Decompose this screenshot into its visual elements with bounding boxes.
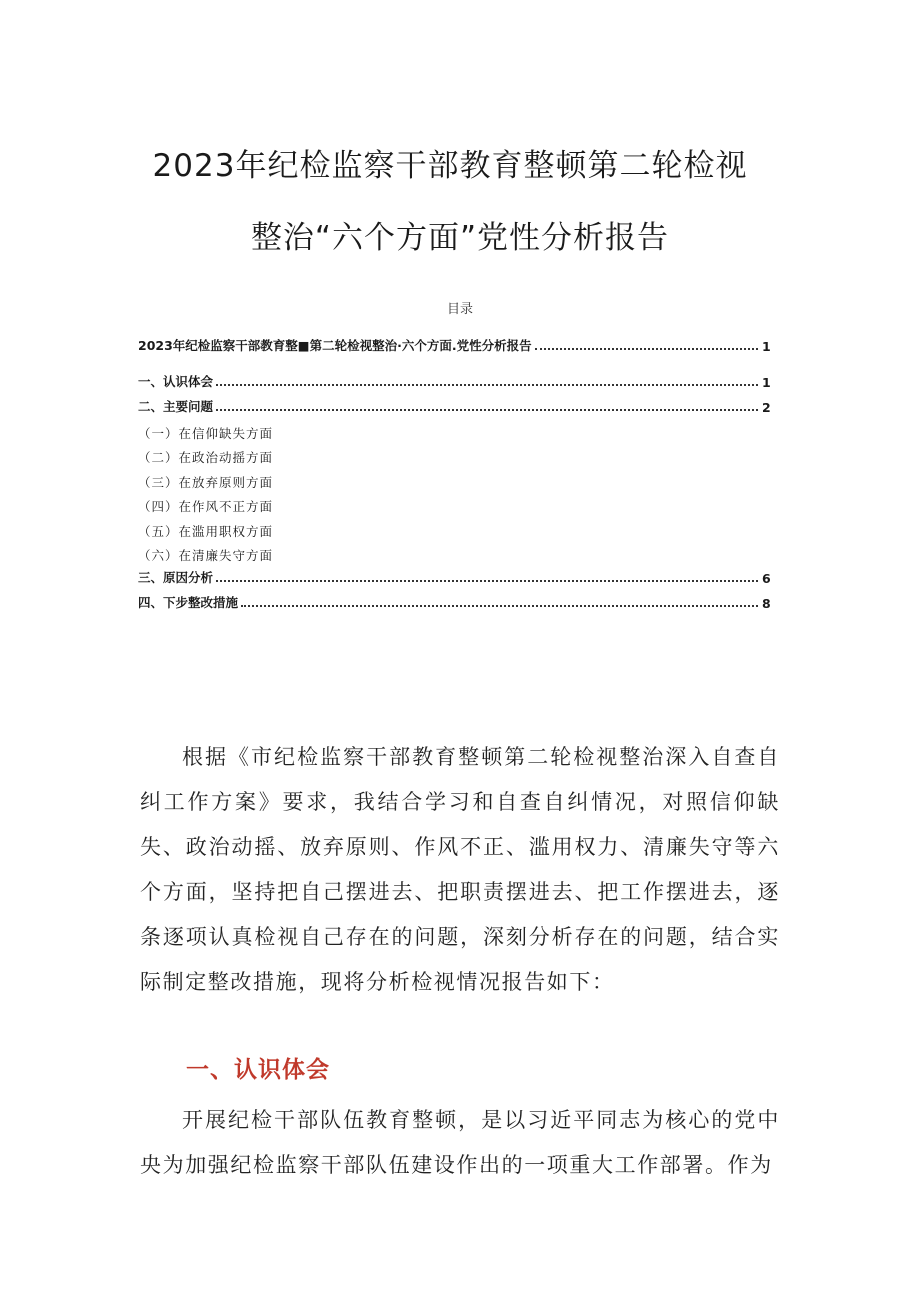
- section-1-paragraph: [140, 1098, 780, 1188]
- toc-leader-dots: [241, 604, 758, 607]
- toc-entry-label: 三、原因分析: [138, 570, 214, 585]
- toc-subentry-1[interactable]: （一）在信仰缺失方面: [138, 426, 274, 441]
- toc-leader-dots: [216, 408, 758, 411]
- section-1-paragraph-text: 开展纪检干部队伍教育整顿，是以习近平同志为核心的党中央为加强纪检监察干部队伍建设作出的一项重大工作部署。作为: [140, 1108, 780, 1177]
- toc-leader-dots: [216, 579, 758, 582]
- toc-entry-label: 四、下步整改措施: [138, 595, 239, 610]
- toc-entry-section-2[interactable]: [138, 397, 770, 415]
- toc-entry-title[interactable]: [138, 336, 770, 354]
- toc-entry-label: 2023年纪检监察干部教育整■第二轮检视整治·六个方面.党性分析报告: [138, 338, 532, 353]
- toc-entry-label: 二、主要问题: [138, 399, 214, 414]
- toc-subentry-5[interactable]: （五）在滥用职权方面: [138, 524, 274, 539]
- section-heading-1: 一、认识体会: [186, 1057, 330, 1083]
- toc-entry-page: 8: [762, 596, 771, 611]
- toc-subentry-6[interactable]: （六）在清廉失守方面: [138, 548, 274, 563]
- toc-entry-page: 1: [762, 375, 771, 390]
- toc-entry-section-1[interactable]: [138, 372, 770, 390]
- toc-leader-dots: [535, 347, 758, 350]
- toc-entry-section-4[interactable]: [138, 593, 770, 611]
- toc-subentry-2[interactable]: （二）在政治动摇方面: [138, 450, 274, 465]
- intro-paragraph-text: 根据《市纪检监察干部教育整顿第二轮检视整治深入自查自纠工作方案》要求，我结合学习和自查自纠情况，对照信仰缺失、政治动摇、放弃原则、作风不正、滥用权力、清廉失守等六个方面，坚持把自己摆进去、把职责摆进去、把工作摆进去，逐条逐项认真检视自己存在的问题，深刻分析存在的问题，结合实际制定整改措施，现将分析检视情况报告如下：: [140, 745, 780, 994]
- toc-leader-dots: [216, 383, 758, 386]
- toc-subentry-3[interactable]: （三）在放弃原则方面: [138, 475, 274, 490]
- toc-subentry-4[interactable]: （四）在作风不正方面: [138, 499, 274, 514]
- toc-entry-page: 6: [762, 571, 771, 586]
- toc-entry-section-3[interactable]: [138, 568, 770, 586]
- intro-paragraph: [140, 735, 780, 1005]
- toc-entry-page: 2: [762, 400, 771, 415]
- document-title-line-2: 整治“六个方面”党性分析报告: [250, 220, 670, 256]
- document-title-line-1: 2023年纪检监察干部教育整顿第二轮检视: [152, 148, 748, 184]
- toc-heading: 目录: [446, 302, 473, 317]
- toc-entry-page: 1: [762, 339, 771, 354]
- toc-entry-label: 一、认识体会: [138, 374, 214, 389]
